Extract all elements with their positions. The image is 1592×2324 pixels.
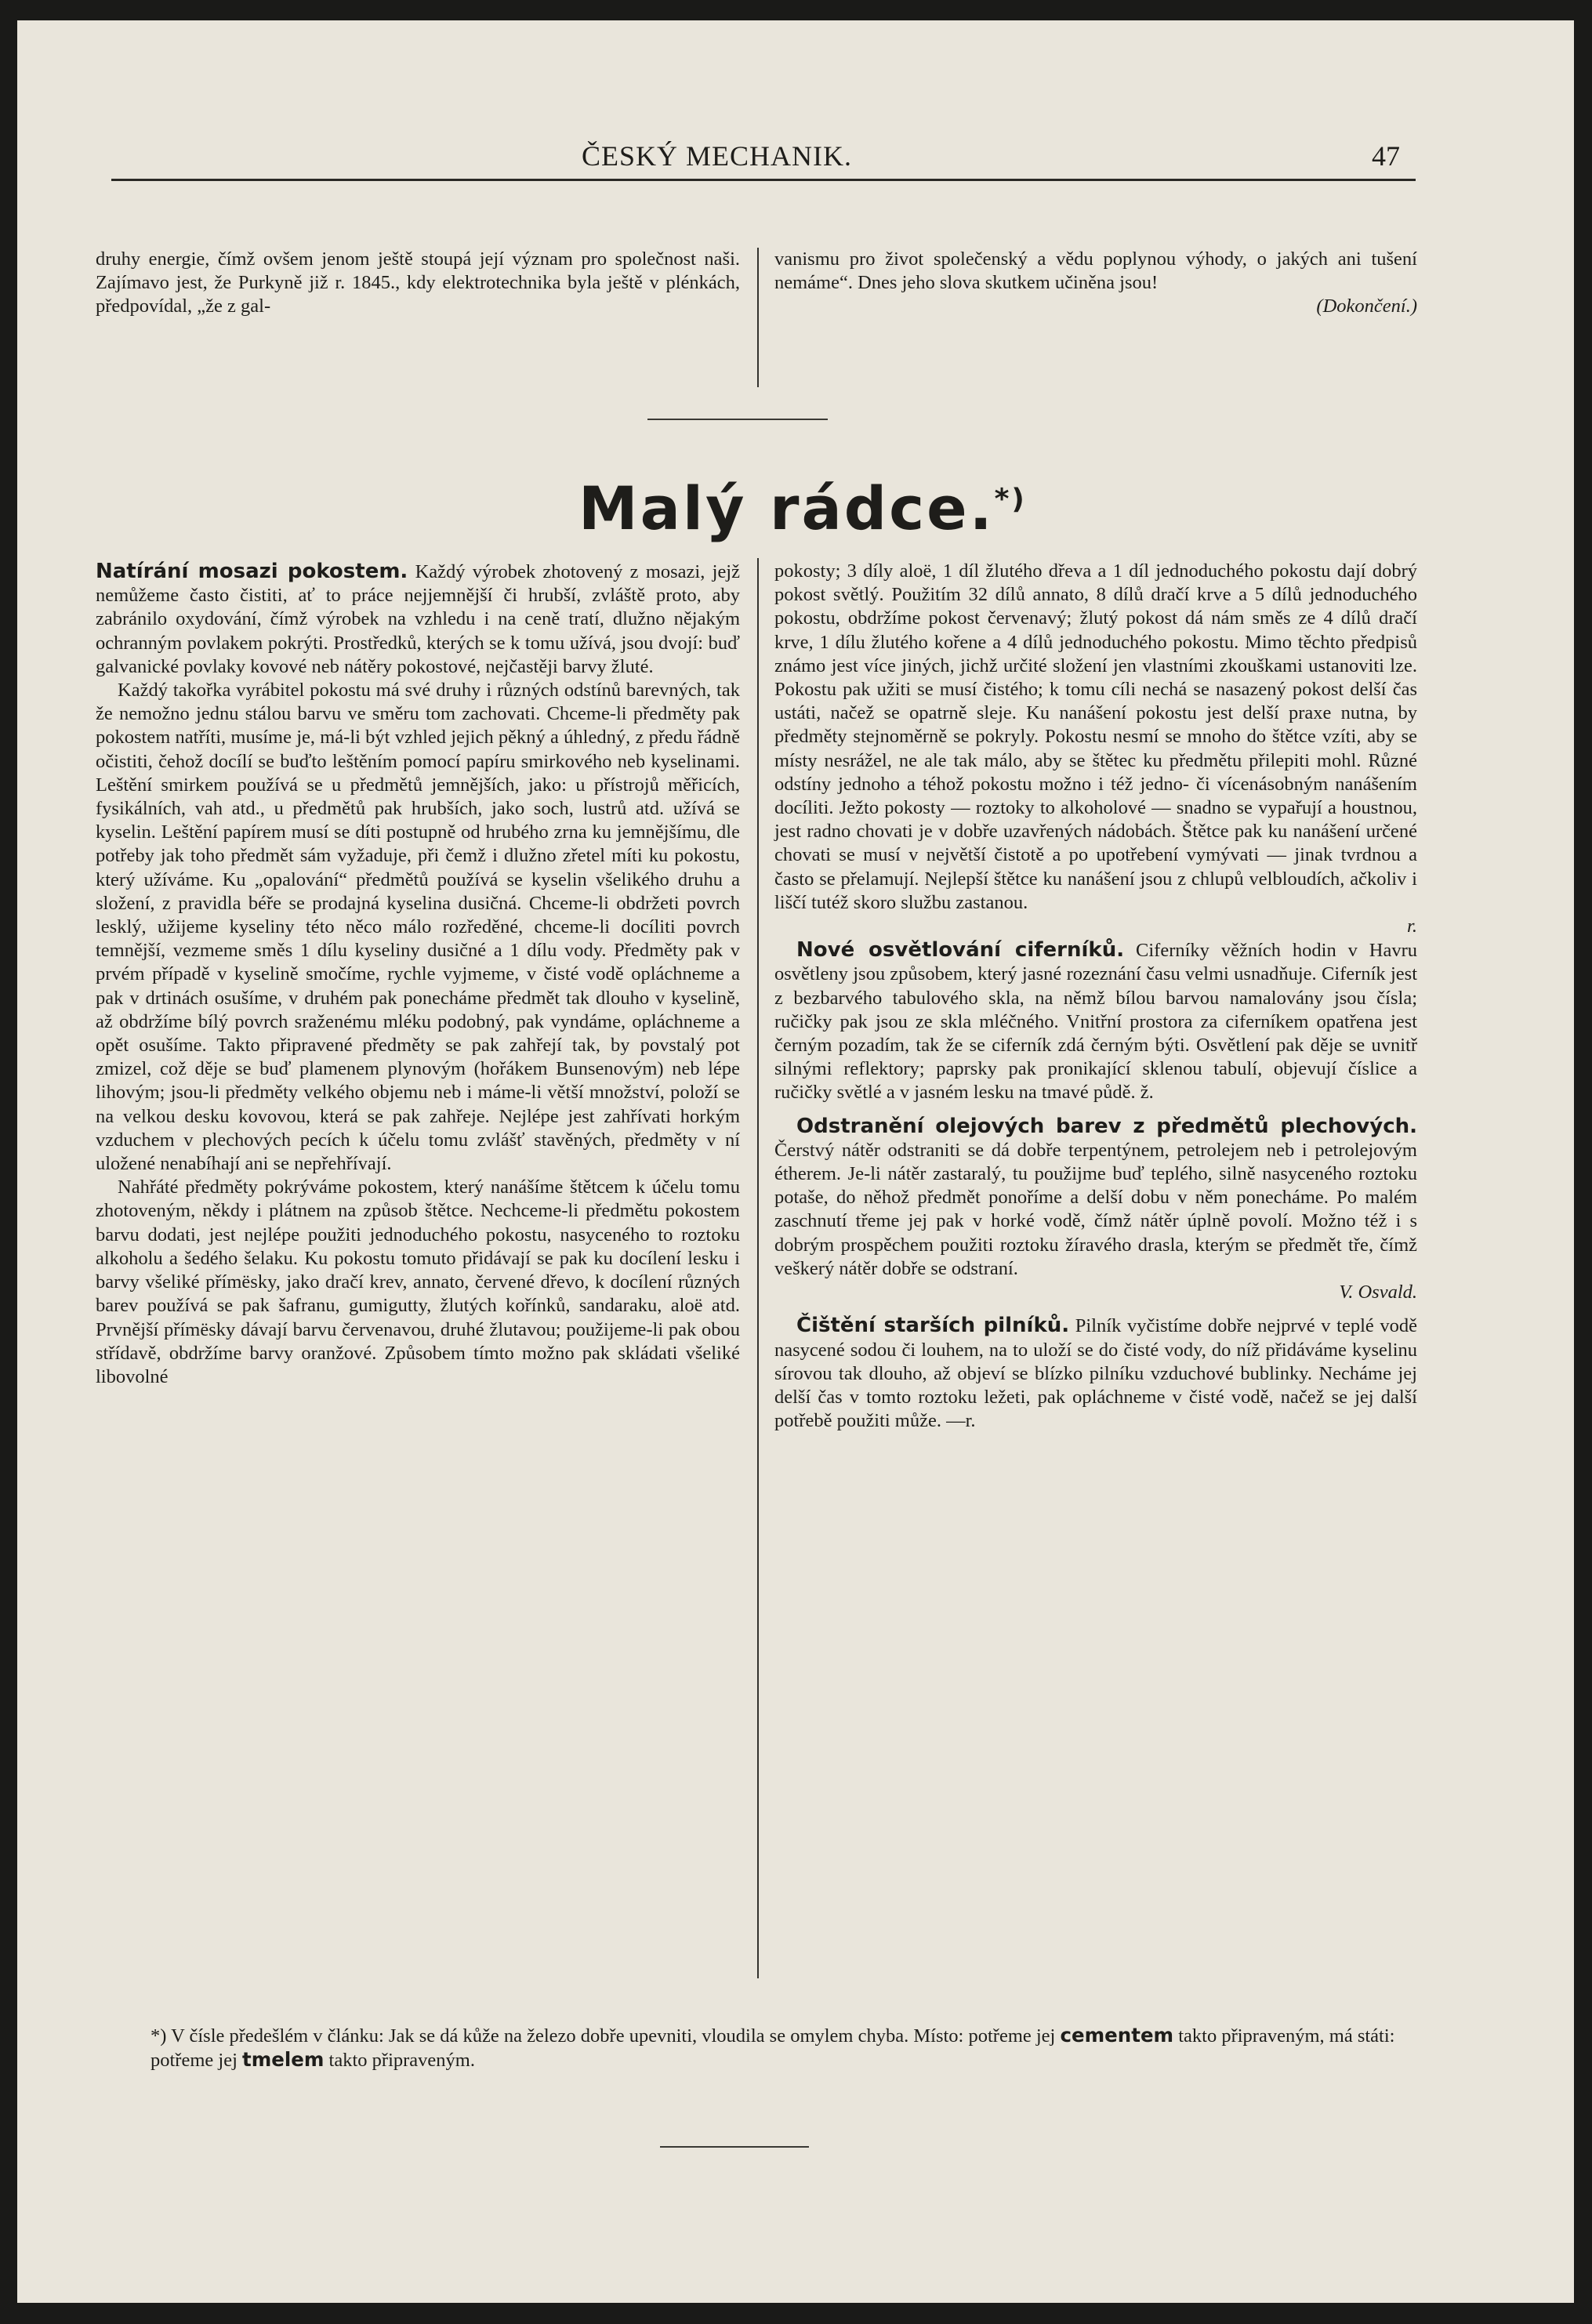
article-pilniky: Čištění starších pilníků. Pilník vyčistíme dobře nejprvé v teplé vodě nasycené sodou či louhem, na to uloží se do čisté vody, do níž přidáváme kyselinu sírovou tak dlouho, až objeví se blízko pilníku vzduchové bublinky. Necháme jej delší čas v tomto roztoku ležeti, pak opláchneme v čisté vodě, načež se jej další potřebě použiti může. —r. xyxy=(774,1314,1417,1432)
bottom-rule xyxy=(660,2146,809,2148)
page-number: 47 xyxy=(1372,140,1400,172)
header-rule xyxy=(111,179,1416,181)
article-barvy: Odstranění olejových barev z předmětů plechových. Čerstvý nátěr odstraniti se dá dobře terpentýnem, petrolejem neb i petrolejovým étherem. Je-li nátěr zastaralý, tu použijme buď teplého, silně nasyceného roztoku potaše, do něhož předmět ponoříme a delší dobu v něm ponecháme. Po malém zaschnutí třeme jej pak v horké vodě, čímž nátěr úplně povolí. Možno též i s dobrým prospěchem použiti roztoku žíravého drasla, kterým se předmět tře, čímž veškerý nátěr dobře se odstraní. xyxy=(774,1114,1417,1279)
header-title: ČESKÝ MECHANIK. xyxy=(582,140,853,172)
top-left-text: druhy energie, čímž ovšem jenom ještě stoupá její význam pro společnost naši. Zajímavo jest, že Purkyně již r. 1845., kdy elektrotechnika byla ještě v plénkách, předpovídal, „že z gal- xyxy=(96,248,740,317)
column-divider xyxy=(757,558,759,1978)
page xyxy=(17,20,1574,2303)
title-footnote-mark: *) xyxy=(994,483,1027,516)
column-divider-top xyxy=(757,248,759,387)
top-right-text: vanismu pro život společenský a vědu poplynou výhody, o jakých ani tušení nemáme“. Dnes jeho slova skutkem učiněna jsou! (Dokončení.) xyxy=(774,248,1417,317)
article-cifernik: Nové osvětlování ciferníků. Ciferníky věžních hodin v Havru osvětleny jsou způsobem, který jasné rozeznání času velmi usnadňuje. Ciferník jest z bezbarvého tabulového skla, na němž bílou barvou namalovány jsou čísla; ručičky pak jsou ze skla mléčného. Vnitřní prostora za ciferníkem opatřena jest černým pozadím, tak že se ciferník zdá černým býti. Osvětlení pak děje se uvnitř silnými reflektory; paprsky pak pronikající sklenou tabulí, objevují číslice a ručičky světlé a v jasném lesku na tmavé půdě. ž. xyxy=(774,938,1417,1104)
article-heading: Natírání mosazi pokostem. xyxy=(96,560,408,583)
section-title: Malý rádce.*) xyxy=(578,473,1027,543)
separator-rule xyxy=(647,419,828,420)
article-heading: Nové osvětlování ciferníků. xyxy=(796,938,1125,963)
article-heading: Odstranění olejových barev z předmětů plechových. xyxy=(796,1114,1417,1138)
right-column: pokosty; 3 díly aloë, 1 díl žlutého dřeva a 1 díl jednoduchého pokostu dají dobrý pokost světlý. Použitím 32 dílů annato, 8 dílů dračí krve a 5 dílů jednoduchého pokostu, obdržíme pokost červenavý; žlutý pokost dá nám směs ze 4 dílů dračí krve, 1 dílu žlutého kořene a 4 dílů jednoduchého pokostu. Mimo těchto předpisů známo jest více jiných, jichž určité složení jen vlastními zkouškami ustanoviti lze. Pokostu pak užiti se musí čistého; k tomu cíli nechá se nasazený pokost delší čas ustáti, načež se opatrně sleje. Ku nanášení pokostu jest delší praxe nutna, by předměty stejnoměrně se pokryly. Pokostu nesmí se mnoho do štětce vzíti, aby se místy nesrážel, ne ale tak málo, aby se štětec ku předmětu přilepiti mohl. Různé odstíny jednoho a téhož pokostu možno i též jedno- či vícenásobným nanášením docíliti. Ježto pokosty — roztoky to alkoholové — snadno se vypařují a houstnou, jest radno chovati je v dobře uzavřených nádobách. Štětce pak ku nanášení určené chovati se musí v největší čistotě a po upotřebení vymývati — jinak tvrdnou a často se přelamují. Nejlepší štětce ku nanášení jsou z chlupů velbloudích, ačkoliv i liščí tutéž skoro službu zastanou. r. Nové osvětlování ciferníků. Ciferníky věžních hodin v Havru osvětleny jsou způsobem, který jasné rozeznání času velmi usnadňuje. Ciferník jest z bezbarvého tabulového skla, na němž bílou barvou namalovány jsou čísla; ručičky pak jsou ze skla mléčného. Vnitřní prostora za ciferníkem opatřena jest černým pozadím, tak že se ciferník zdá černým býti. Osvětlení pak děje se uvnitř silnými reflektory; paprsky pak pronikající sklenou tabulí, objevují číslice a ručičky světlé a v jasném lesku na tmavé půdě. ž. Odstranění olejových barev z předmětů plechových. Čerstvý nátěr odstraniti se dá dobře terpentýnem, petrolejem neb i petrolejovým étherem. Je-li nátěr zastaralý, tu použijme buď teplého, silně nasyceného roztoku potaše, do něhož předmět ponoříme a delší dobu v něm ponecháme. Po malém zaschnutí třeme jej pak v horké vodě, čímž nátěr úplně povolí. Možno též i s dobrým prospěchem použiti roztoku žíravého drasla, kterým se předmět tře, čímž veškerý nátěr dobře se odstraní. V. Osvald. Čištění starších pilníků. Pilník vyčistíme dobře nejprvé v teplé vodě nasycené sodou či louhem, na to uloží se do čisté vody, do níž přidáváme kyselinu sírovou tak dlouho, až objeví se blízko pilníku vzduchové bublinky. Necháme jej delší čas v tomto roztoku ležeti, pak opláchneme v čisté vodě, načež se jej další potřebě použiti může. —r. xyxy=(774,560,1417,1433)
left-column: Natírání mosazi pokostem. Každý výrobek zhotovený z mosazi, jejž nemůžeme často čistiti, ať to práce nejjemnější či hrubší, zvláště proto, aby zabránilo oxydování, čímž výrobek na vzhledu i na ceně tratí, dlužno nějakým ochranným povlakem pokrýti. Prostředků, kterých se k tomu užívá, jsou dvojí: buď galvanické povlaky kovové neb nátěry pokostové, nejčastěji barvy žluté. Každý takořka vyrábitel pokostu má své druhy i různých odstínů barevných, tak že nemožno jednu stálou barvu ve směru tom zachovati. Chceme-li předměty pak pokostem natříti, musíme je, má-li být vzhled jejich pěkný a úhledný, z předu řádně očistiti, čehož docílí se buďto leštěním pomocí papíru smirkového neb kyselinami. Leštění smirkem používá se u předmětů jemnějších, jako: u přístrojů měřicích, fysikálních, vah atd., u předmětů pak hrubších, jako soch, lustrů atd. užívá se kyselin. Leštění papírem musí se díti postupně od hrubého zrna ku jemnějšímu, dle potřeby jak toho předmět sám vyžaduje, při čemž i dlužno zřetel míti ku pokostu, který užíváme. Ku „opalování“ předmětů používá se kyselin všelikého druhu a složení, z pravidla béře se prodajná kyselina dusičná. Chceme-li obdržeti povrch lesklý, užijeme kyseliny této něco málo rozředěné, chceme-li docíliti povrch temnější, vezmeme směs 1 dílu kyseliny dusičné a 1 dílu vody. Předměty pak v prvém případě v kyselině smočíme, rychle vyjmeme, v čisté vodě opláchneme a pak v drtinách osušíme, v druhém pak ponecháme předmět tak dlouho v kyselině, až obdržíme bílý povrch sraženému mléku podobný, pak vyndáme, opláchneme a opět osušíme. Takto připravené předměty se pak zahřejí tak, by povstalý pot zmizel, což děje se buď plamenem plynovým (hořákem Bunsenovým) neb lépe lihovým; jsou-li předměty velkého objemu neb i máme-li větší množství, položí se na velkou desku kovovou, která se pak zahřeje. Nejlépe jest zahřívati horkým vzduchem v plechových pecích k účelu tomu zvlášť stavěných, předměty v ní uložené nenabíhají ani se nepřehřívají. Nahřáté předměty pokrýváme pokostem, který nanášíme štětcem k účelu tomu zhotoveným, někdy i plátnem na způsob štětce. Nechceme-li předmětu pokostem barvu dodati, jest nejlépe použiti jednoduchého pokostu, nasyceného to roztoku alkoholu a šedého šelaku. Ku pokostu tomuto přidávají se pak ku docílení lesku i barvy všeliké přímësky, jako dračí krev, annato, červené dřevo, k docílení různých barev používá se pak šafranu, gumigutty, žlutých kořínků, sandaraku, aloë atd. Prvnější přímësky dávají barvu červenavou, druhé žlutavou; použijeme-li pak obou střídavě, obdržíme barvy oranžové. Způsobem tímto možno pak skládati všeliké libovolné xyxy=(96,560,740,1387)
footnote: *) V čísle předešlém v článku: Jak se dá kůže na železo dobře upevniti, vloudila se omylem chyba. Místo: potřeme jej cementem takto připraveným, má státi: potřeme jej tmelem takto připraveným. xyxy=(150,2024,1395,2071)
article-heading: Čištění starších pilníků. xyxy=(796,1314,1070,1338)
article-natirani: Natírání mosazi pokostem. Každý výrobek zhotovený z mosazi, jejž nemůžeme často čistiti, ať to práce nejjemnější či hrubší, zvláště proto, aby zabránilo oxydování, čímž výrobek na vzhledu i na ceně tratí, dlužno nějakým ochranným povlakem pokrýti. Prostředků, kterých se k tomu užívá, jsou dvojí: buď galvanické povlaky kovové neb nátěry pokostové, nejčastěji barvy žluté. xyxy=(96,560,740,677)
